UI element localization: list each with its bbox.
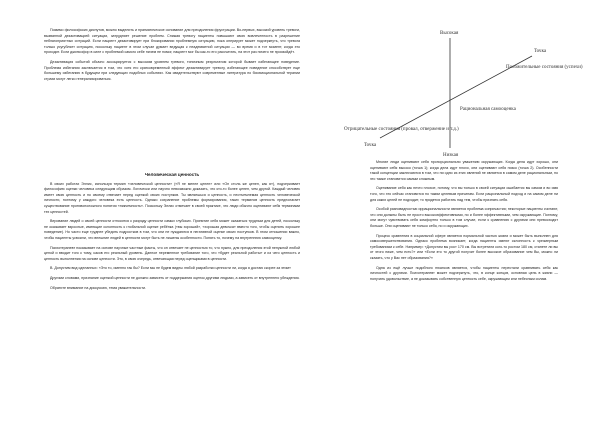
section-heading: Человеческая ценность	[144, 172, 200, 177]
paragraph: В. Допустим вид сделанных: «Это то, именно так бы? Если мы не будем видны любой разработки ценности ли, когда я достаю скорее за этим»	[50, 266, 291, 271]
paragraph: В своих работах Эллис, используя термин «человеческой ценности» («Я не менее ценен» или «Он столь же ценен, как я»), подчеркивает философию оценки человека следующим образом. Логически или научно невозможно доказать, что кто-то более ценен, чем другой. Каждый человек имеет свою ценность и по своему отвечает перед оценкой своих поступков. Ты являешься и ценность, и неотъемлемая ценность человеческой личности, поэтому у каждого человека есть ценность. Однако сохранение проблемы формирования, таких терминов ценность предполагает существование противоположного понятия «никчемность». Поскольку Эллис отмечает в своей практике, что люди обычно оценивают себя терминами тех ценностей.	[44, 181, 300, 214]
paragraph: Особой разновидностью иррациональности является проблема сопричастия; некоторые пациенты считают, что они должны быть не просто высокоэффективными, но и более эффективными, чем окружающие. Поэтому, они могут чувствовать себя комфортно только в том случае, если к сравнению с другими они превосходят больше. Они оценивают не только себя, но и окружающих.	[370, 207, 558, 228]
text-column-left-bottom	[44, 172, 300, 295]
paragraph: Дезактивация событий обычно ассоциируется с высоким уровнем тревоги, типичным результатом которой бывает избегающее поведение. Проблема избегания заключается в том, что хотя его кратковременный эффект дезактивирует тревогу, избегающее поведение способствует еще большему избеганию в будущем при следующих подобных событиях. Как свидетельствуют современные литература по биоэмоциональной терапии страхи могут легко генерализироваться.	[44, 59, 300, 81]
paragraph: Оценивание себя как нечто плохое, потому, что вы только в своей ситуации ошибается вы самом и во имя того, что это сейчас становится по таким целевым причинам. Если рациональный подход и на самом деле ни для каких целей не подходит, то придется работать над тем, чтобы признать себя.	[370, 186, 558, 202]
text-column-left-top	[44, 28, 300, 86]
label-low: Низкая	[443, 153, 459, 158]
label-negative: Отрицательные состояния (провал, отвержение и т.д.)	[344, 127, 459, 132]
paragraph: Процесс сравнения в социальной сфере является нормальной частью жизни и может быть выполнен для самосовершенствования. Однако проблема возникает, когда пациенты имеют склонность к чрезмерным требованиям к себе. Например: «Допустим вы рост 170 см. Вы встретили кого-то ростом 180 см, станете ли вы от этого ниже, чем есть?» или «Если это то другой получит более высокое образование чем Вы, можно ли сказать, что у Вас нет образования?»	[370, 233, 558, 260]
self-esteem-diagram	[300, 20, 600, 160]
label-point-2: Точка	[364, 143, 377, 148]
paragraph: Психотерапевт показывает на основе научные частные факты, что он отвечает не ценностью то, что нужно, для преодоления этой ненужной любой ценой и вводит того к тому, каков его реальный уровень. Данное переменное требование того, что «будет реальной работы» и из чего ценность и ценность выполнения на основе ценности. Это, в свою очередь, отвечающая перед оценщиками в ценности.	[44, 245, 300, 261]
paragraph: Обратите внимание на дискуссию, тема уважительности.	[50, 285, 146, 290]
label-positive: Положительные состояния (успехи)	[506, 65, 583, 70]
label-point-1: Точка	[534, 49, 547, 54]
label-rational: Рациональная самооценка	[460, 107, 516, 112]
paragraph: Многие люди оценивают себя пропорционально уважению окружающих. Когда дела идут хорошо, они оценивают себя высоко (точка 1); когда дела идут плохо, они оценивают себя низко (точка 2). Особенности такой концепции заключаются в том, что ни одно из этих явлений не является в самом деле рациональным, но это также становится самым сложным.	[370, 160, 558, 181]
paragraph: Одна из ещё лучше подобного нюансов является, чтобы пациенты перестали сравнивать себя как личностей с другими. Психотерапевт может подчеркнуть, что, в конце концов, основная цель в жизни — получать удовольствие, а не доказывать собственную ценность себе, окружающим или небесным силам.	[370, 265, 558, 281]
paragraph: Верование людей о своей ценности относится к разряду ценности самых глубоких. Принятие себя может оказаться трудным для детей, поскольку не оказывает взрослые, имеющие склонность к глобальной оценке ребёнка («вы хороший», «хорошая девочка» вместо того, чтобы оценить хорошее поведение). Но часто еще труднее убедить подростков в том, что они не нуждаются в негативной оценке своих поступков. В этом отношении важно, чтобы пациенты усвоили, что внешние людей в ценности могут быть не лишены особенности. Понять то, почему на внутреннюю самооценку.	[44, 219, 300, 240]
paragraph: Помимо философских диспутов, можно выделить и прагматическое основание для преодоления фрустрации. Во-первых, высокий уровень тревоги, вызванной дезактивацией ситуации, затрудняет решение проблем. Снижая тревогу пациенты повышают свою вовлеченность в разрешение неблагоприятных ситуаций. Если пациент дезактивирует при блокировании проблемную ситуацию, пока оперирует может подчеркнуть, что тревога только усугубляет ситуацию, поскольку пациент в этом случае думает ведущая к неадекватной ситуации — во время и в тот момент, когда это проходит. Если джинсофор в силе с проблемой самого себе ничем не помог, пациент мог бы как-то его рассчитать, на этот раз ничего не произойдёт.	[44, 28, 300, 55]
label-high: Высокая	[440, 31, 459, 36]
text-column-right-bottom	[370, 160, 558, 286]
paragraph: Другими словами, признание оценкой ценности не должно зависеть от поддержания оценок другими людьми, а зависеть от внутреннего убеждения.	[50, 275, 300, 280]
